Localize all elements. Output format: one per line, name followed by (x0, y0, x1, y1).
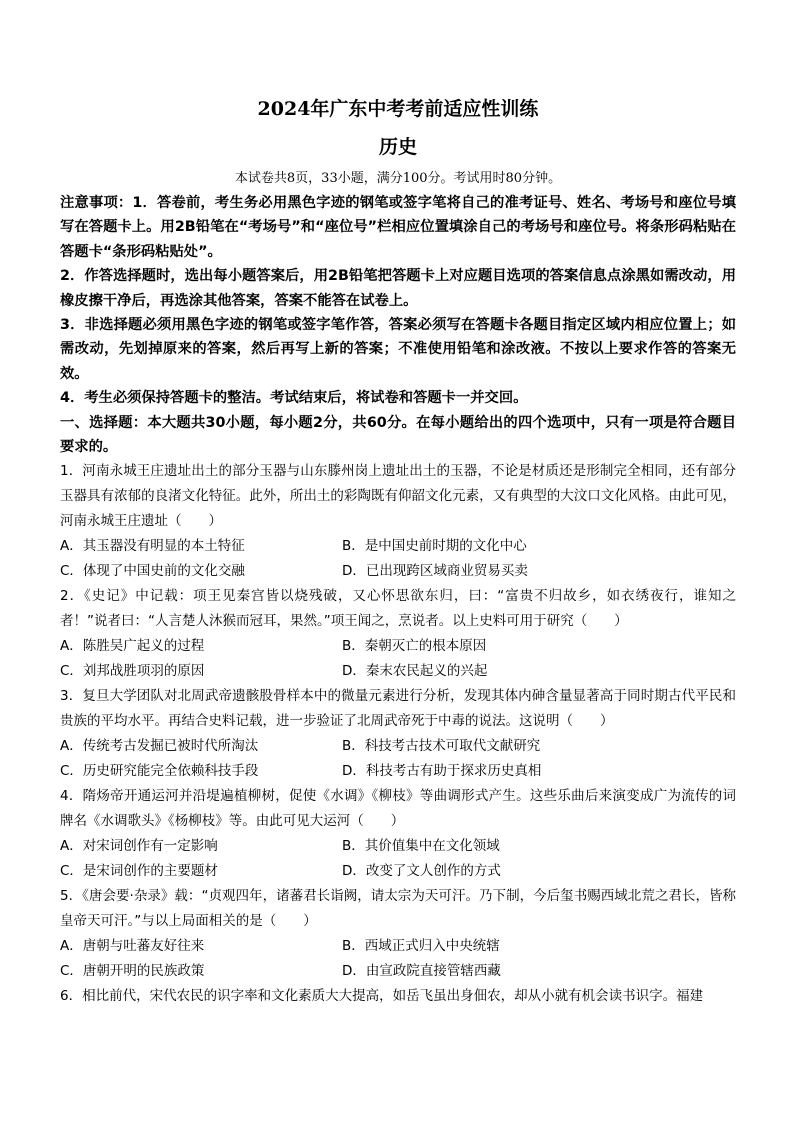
question (60, 784, 736, 884)
option: A．陈胜吴广起义的过程 (60, 638, 205, 655)
notice-item: 注意事项：1．答卷前，考生务必用黑色字迹的钢笔或签字笔将自己的准考证号、姓名、考场号和座位号填写在答题卡上。用2B铅笔在“考场号”和“座位号”栏相应位置填涂自己的考场号和座位号。将条形码粘贴在答题卡“条形码粘贴处”。 (60, 195, 736, 260)
notice-item: 4．考生必须保持答题卡的整洁。考试结束后，将试卷和答题卡一并交回。 (60, 390, 528, 407)
subject-title: 历史 (378, 136, 417, 158)
exam-info: 本试卷共8页，33小题，满分100分。考试用时80分钟。 (234, 171, 562, 186)
option: D．改变了文人创作的方式 (342, 863, 501, 880)
question-stem: 3．复旦大学团队对北周武帝遗骸股骨样本中的微量元素进行分析，发现其体内砷含量显著高于同时期古代平民和贵族的平均水平。再结合史料记载，进一步验证了北周武帝死于中毒的说法。这说明（ ） (60, 688, 736, 730)
question-stem: 5．《唐会要·杂录》载：“贞观四年，诸蕃君长诣阙，请太宗为天可汗。乃下制，今后玺书赐西域北荒之君长，皆称皇帝天可汗。”与以上局面相关的是（ ） (60, 888, 736, 930)
option: B．其价值集中在文化领域 (342, 838, 500, 855)
question-stem: 6．相比前代，宋代农民的识字率和文化素质大大提高，如岳飞虽出身佃农，却从小就有机会读书识字。福建 (60, 988, 704, 1005)
option: D．秦末农民起义的兴起 (342, 663, 488, 680)
option: B．西域正式归入中央统辖 (342, 938, 500, 955)
option: D．由宣政院直接管辖西藏 (342, 963, 501, 980)
option: A．唐朝与吐蕃友好往来 (60, 938, 205, 955)
option: D．已出现跨区域商业贸易买卖 (342, 563, 528, 580)
question (60, 584, 736, 684)
notice-item: 3．非选择题必须用黑色字迹的钢笔或签字笔作答，答案必须写在答题卡各题目指定区域内相应位置上；如需改动，先划掉原来的答案，然后再写上新的答案；不准使用铅笔和涂改液。不按以上要求作答的答案无效。 (60, 317, 736, 382)
option: D．科技考古有助于探求历史真相 (342, 763, 542, 780)
notice-block (60, 191, 736, 411)
option: A．其玉器没有明显的本土特征 (60, 538, 245, 555)
question-stem: 2．《史记》中记载：项王见秦宫皆以烧残破，又心怀思欲东归，曰：“富贵不归故乡，如衣绣夜行，谁知之者！”说者曰：“人言楚人沐猴而冠耳，果然。”项王闻之，烹说者。以上史料可用于研究（ ） (60, 588, 736, 630)
option: B．秦朝灭亡的根本原因 (342, 638, 487, 655)
exam-page (60, 95, 736, 1009)
option: C．是宋词创作的主要题材 (60, 863, 218, 880)
option-list (60, 834, 736, 884)
question (60, 984, 736, 1009)
option: A．传统考古发掘已被时代所淘汰 (60, 738, 259, 755)
option: A．对宋词创作有一定影响 (60, 838, 218, 855)
question-stem: 1．河南永城王庄遗址出土的部分玉器与山东滕州岗上遗址出土的玉器，不论是材质还是形制完全相同，还有部分玉器具有浓郁的良渚文化特征。此外，所出土的彩陶既有仰韶文化元素，又有典型的大汶口文化风格。由此可见，河南永城王庄遗址（ ） (60, 463, 736, 530)
question-stem: 4．隋炀帝开通运河并沿堤遍植柳树，促使《水调》《柳枝》等曲调形式产生。这些乐曲后来演变成广为流传的词牌名《水调歌头》《杨柳枝》等。由此可见大运河（ ） (60, 788, 736, 830)
question (60, 884, 736, 984)
option: C．历史研究能完全依赖科技手段 (60, 763, 259, 780)
question (60, 459, 736, 584)
option: B．科技考古技术可取代文献研究 (342, 738, 541, 755)
option-list (60, 634, 736, 684)
option: C．刘邦战胜项羽的原因 (60, 663, 205, 680)
option: C．体现了中国史前的文化交融 (60, 563, 245, 580)
notice-item: 2．作答选择题时，选出每小题答案后，用2B铅笔把答题卡上对应题目选项的答案信息点涂黑如需改动，用橡皮擦干净后，再选涂其他答案，答案不能答在试卷上。 (60, 268, 736, 309)
section-heading: 一、选择题：本大题共30小题，每小题2分，共60分。在每小题给出的四个选项中，只有一项是符合题目要求的。 (60, 414, 736, 456)
option: C．唐朝开明的民族政策 (60, 963, 205, 980)
option: B．是中国史前时期的文化中心 (342, 538, 527, 555)
option-list (60, 934, 736, 984)
question (60, 684, 736, 784)
option-list (60, 534, 736, 584)
exam-title: 2024年广东中考考前适应性训练 (257, 98, 539, 120)
option-list (60, 734, 736, 784)
